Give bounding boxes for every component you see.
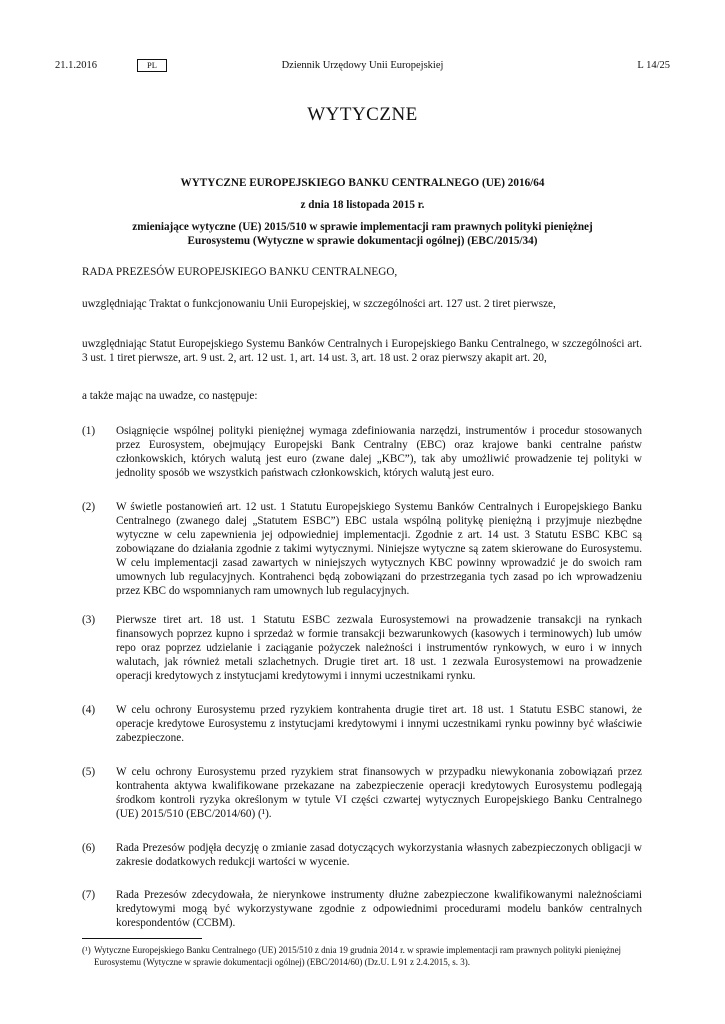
recital-text: W celu ochrony Eurosystemu przed ryzykiem strat finansowych w przypadku niewykonania zobowiązań przez kontrahenta aktywa kwalifikowane przekazane na zabezpieczenie operacji kredytowych Eurosystemu podlegają środkom kontroli ryzyka określonym w tytule VI części czwartej wytycznych Europejskiego Banku Centralnego (UE) 2015/510 (EBC/2014/60) (¹).	[116, 766, 642, 820]
footnote	[82, 944, 642, 968]
recital-text: Pierwsze tiret art. 18 ust. 1 Statutu ESBC zezwala Eurosystemowi na prowadzenie transakcji na rynkach finansowych poprzez kupno i sprzedaż w formie transakcji bezwarunkowych (kasowych i terminowych) lub umów repo oraz poprzez udzielanie i zaciąganie pożyczek należności i instrumentów rynkowych, w euro i w innych walutach, jak również metali szlachetnych. Drugie tiret art. 18 ust. 1 zezwala Eurosystemowi na prowadzenie operacji kredytowych z instytucjami kredytowymi i innymi uczestnikami rynku.	[116, 614, 642, 682]
title-date: z dnia 18 listopada 2015 r.	[300, 199, 425, 211]
recital	[82, 841, 642, 869]
recital	[82, 765, 642, 821]
preamble-treaty: uwzględniając Traktat o funkcjonowaniu Unii Europejskiej, w szczególności art. 127 ust. 2 tiret pierwsze,	[82, 298, 556, 310]
footnote-divider	[82, 938, 202, 939]
recital-number: (5)	[82, 766, 96, 778]
title-line-1: WYTYCZNE EUROPEJSKIEGO BANKU CENTRALNEGO (UE) 2016/64	[180, 177, 545, 189]
recital	[82, 424, 642, 480]
preamble-whereas: a także mając na uwadze, co następuje:	[82, 390, 258, 402]
footnote-mark: (¹)	[82, 945, 91, 955]
preamble-council: RADA PREZESÓW EUROPEJSKIEGO BANKU CENTRALNEGO,	[82, 266, 398, 278]
recital-text: Rada Prezesów zdecydowała, że nierynkowe instrumenty dłużne zabezpieczone kwalifikowanymi należnościami kredytowymi mogą być wykorzystywane zgodnie z odpowiednimi procedurami modelu banków centralnych korespondentów (CCBM).	[116, 889, 642, 929]
recital-number: (2)	[82, 501, 96, 513]
recital	[82, 703, 642, 745]
journal-name: Dziennik Urzędowy Unii Europejskiej	[281, 60, 444, 71]
preamble-statute: uwzględniając Statut Europejskiego Systemu Banków Centralnych i Europejskiego Banku Centralnego, w szczególności art. 3 ust. 1 tiret pierwsze, art. 9 ust. 2, art. 12 ust. 1, art. 14 ust. 3, art. 18 ust. 2 oraz pierwszy akapit art. 20,	[82, 338, 642, 364]
publication-date: 21.1.2016	[55, 60, 97, 71]
recital-number: (7)	[82, 889, 96, 901]
document-title	[105, 176, 620, 256]
recital-number: (4)	[82, 704, 96, 716]
recital-text: W świetle postanowień art. 12 ust. 1 Statutu Europejskiego Systemu Banków Centralnych i Europejskiego Banku Centralnego (zwanego dalej „Statutem ESBC”) EBC ustala wspólną politykę pieniężną i przyjmuje niezbędne wytyczne w celu zapewnienia jej odpowiedniej implementacji. Zgodnie z art. 14 ust. 3 Statutu ESBC KBC są zobowiązane do działania zgodnie z takimi wytycznymi. Niniejsze wytyczne są zatem skierowane do Eurosystemu. W celu implementacji zasad zawartych w niniejszych wytycznych KBC powinny wprowadzić je do swoich ram umownych lub regulacyjnych. Kontrahenci będą zobowiązani do przestrzegania tych zasad po ich wprowadzeniu przez KBC do wspomnianych ram umownych lub regulacyjnych.	[116, 501, 642, 597]
recital-text: Osiągnięcie wspólnej polityki pieniężnej wymaga zdefiniowania narzędzi, instrumentów i procedur stosowanych przez Eurosystem, obejmujący Europejski Bank Centralny (EBC) oraz krajowe banki centralne państw członkowskich, których walutą jest euro (zwane dalej „KBC”), tak aby umożliwić prowadzenie tej polityki w jednolity sposób we wszystkich państwach członkowskich, których walutą jest euro.	[116, 425, 642, 479]
page-header	[55, 58, 670, 78]
recital-number: (1)	[82, 425, 96, 437]
page-reference: L 14/25	[637, 60, 670, 71]
recital-text: W celu ochrony Eurosystemu przed ryzykiem kontrahenta drugie tiret art. 18 ust. 1 Statutu ESBC stanowi, że operacje kredytowe Eurosystemu z instytucjami kredytowymi i innymi uczestnikami rynku powinny być właściwie zabezpieczone.	[116, 704, 642, 744]
recital-number: (3)	[82, 614, 96, 626]
document-type-heading: WYTYCZNE	[307, 104, 418, 125]
title-subject: zmieniające wytyczne (UE) 2015/510 w sprawie implementacji ram prawnych polityki pieniężnej Eurosystemu (Wytyczne w sprawie dokumentacji ogólnej) (EBC/2015/34)	[132, 221, 593, 247]
footnote-text: Wytyczne Europejskiego Banku Centralnego (UE) 2015/510 z dnia 19 grudnia 2014 r. w sprawie implementacji ram prawnych polityki pieniężnej Eurosystemu (Wytyczne w sprawie dokumentacji ogólnej) (EBC/2014/60) (Dz.U. L 91 z 2.4.2015, s. 3).	[94, 945, 622, 967]
recital-number: (6)	[82, 842, 96, 854]
recital-text: Rada Prezesów podjęła decyzję o zmianie zasad dotyczących wykorzystania własnych zabezpieczonych obligacji w zakresie dodatkowych redukcji wartości w wycenie.	[116, 842, 642, 868]
recital	[82, 500, 642, 598]
language-badge: PL	[137, 59, 167, 72]
recital	[82, 888, 642, 930]
recital	[82, 613, 642, 683]
